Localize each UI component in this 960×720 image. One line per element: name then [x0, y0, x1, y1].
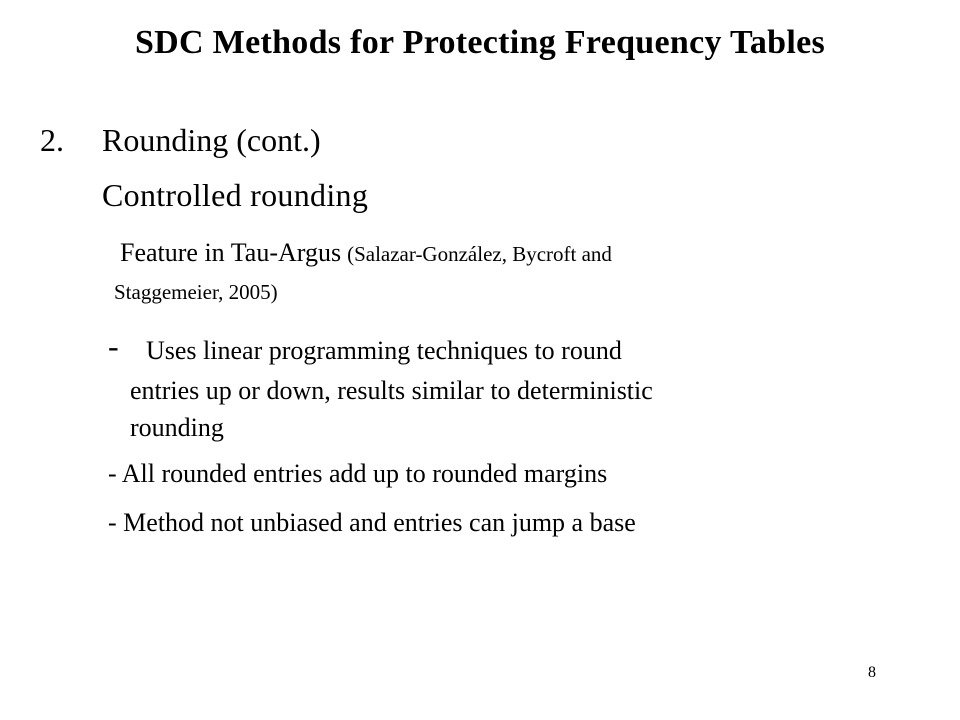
feature-text: Feature in Tau-Argus	[120, 238, 342, 267]
bullet-1-line-3: rounding	[130, 413, 224, 442]
bullet-3: - Method not unbiased and entries can jump a base	[108, 508, 636, 537]
slide-title: SDC Methods for Protecting Frequency Tables	[134, 24, 826, 61]
bullet-2: - All rounded entries add up to rounded margins	[108, 459, 608, 488]
list-item-number: 2.	[40, 122, 64, 158]
list-item-title: Rounding (cont.)	[102, 122, 321, 158]
page-number: 8	[868, 664, 876, 681]
feature-line	[120, 238, 612, 268]
citation-continuation: Staggemeier, 2005)	[114, 280, 278, 304]
bullet-dash: -	[108, 328, 119, 364]
bullet-1-line-2: entries up or down, results similar to deterministic	[130, 376, 653, 405]
subheading-controlled-rounding: Controlled rounding	[102, 177, 369, 213]
bullet-1-line-1: Uses linear programming techniques to round	[146, 336, 622, 365]
citation-text: (Salazar-González, Bycroft and	[347, 242, 612, 266]
